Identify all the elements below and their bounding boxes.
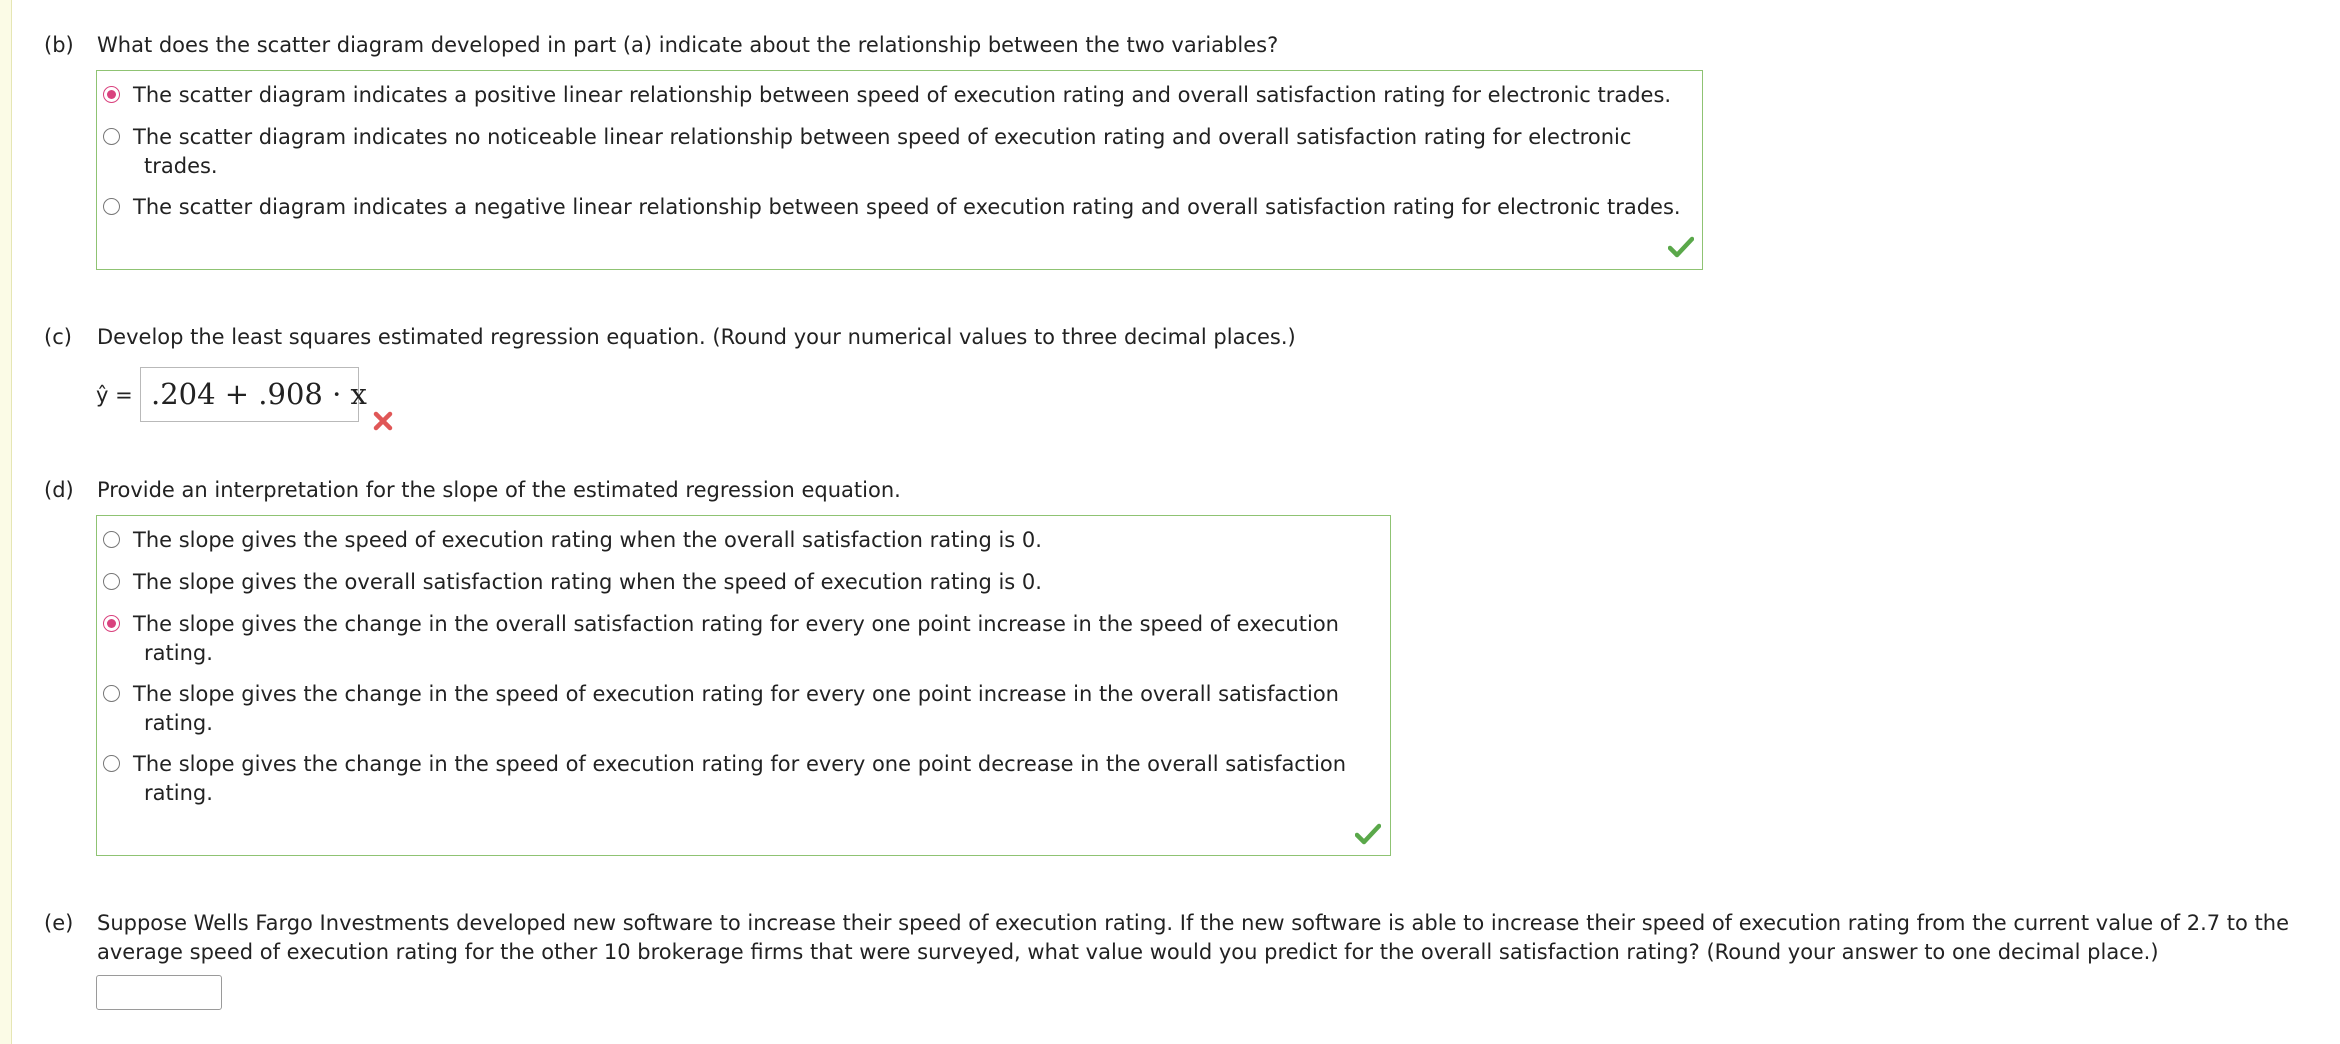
- part-d-option-4-radio[interactable]: [103, 685, 120, 702]
- part-b-label: (b): [44, 33, 74, 57]
- part-d-option-4-text[interactable]: The slope gives the change in the speed of execution rating for every one point increase in the overall satisfaction: [133, 682, 1339, 706]
- part-d-question: Provide an interpretation for the slope of the estimated regression equation.: [97, 478, 901, 502]
- part-d-option-3-text[interactable]: The slope gives the change in the overall satisfaction rating for every one point increase in the speed of execution: [133, 612, 1339, 636]
- part-c-question: Develop the least squares estimated regression equation. (Round your numerical values to three decimal places.): [97, 325, 1296, 349]
- part-e-label: (e): [44, 911, 74, 935]
- part-d-option-1-radio[interactable]: [103, 531, 120, 548]
- part-d-option-5-text[interactable]: The slope gives the change in the speed of execution rating for every one point decrease in the overall satisfaction: [133, 752, 1347, 776]
- part-d-option-4-text-cont[interactable]: rating.: [144, 711, 213, 735]
- part-e-question-line-1: Suppose Wells Fargo Investments developed new software to increase their speed of execution rating. If the new software is able to increase their speed of execution rating from the current value of 2.7 to the: [97, 911, 2290, 935]
- regression-equation-input[interactable]: .204 + .908 · x: [140, 367, 359, 422]
- part-b-option-3-text[interactable]: The scatter diagram indicates a negative linear relationship between speed of execution rating and overall satisfaction rating for electronic trades.: [133, 195, 1681, 219]
- part-d-option-1-text[interactable]: The slope gives the speed of execution rating when the overall satisfaction rating is 0.: [133, 528, 1042, 552]
- correct-check-icon: [1668, 235, 1694, 259]
- part-d-option-3-radio[interactable]: [103, 615, 120, 632]
- satisfaction-rating-input[interactable]: [96, 975, 222, 1010]
- part-e-question-line-2: average speed of execution rating for the other 10 brokerage firms that were surveyed, what value would you predict for the overall satisfaction rating? (Round your answer to one decimal place.): [97, 940, 2159, 964]
- y-hat-label: ŷ =: [96, 383, 133, 407]
- part-b-question: What does the scatter diagram developed in part (a) indicate about the relationship between the two variables?: [97, 33, 1279, 57]
- part-d-option-3-text-cont[interactable]: rating.: [144, 641, 213, 665]
- part-b-option-2-text-cont[interactable]: trades.: [144, 154, 218, 178]
- part-d-option-5-radio[interactable]: [103, 755, 120, 772]
- part-b-option-1-text[interactable]: The scatter diagram indicates a positive linear relationship between speed of execution rating and overall satisfaction rating for electronic trades.: [133, 83, 1672, 107]
- part-c-label: (c): [44, 325, 72, 349]
- part-d-label: (d): [44, 478, 74, 502]
- part-b-option-3-radio[interactable]: [103, 198, 120, 215]
- part-d-option-2-text[interactable]: The slope gives the overall satisfaction rating when the speed of execution rating is 0.: [133, 570, 1042, 594]
- part-b-option-2-radio[interactable]: [103, 128, 120, 145]
- incorrect-x-icon: [372, 410, 394, 432]
- part-b-option-2-text[interactable]: The scatter diagram indicates no noticeable linear relationship between speed of execution rating and overall satisfaction rating for electronic: [133, 125, 1632, 149]
- part-d-option-2-radio[interactable]: [103, 573, 120, 590]
- part-d-option-5-text-cont[interactable]: rating.: [144, 781, 213, 805]
- part-b-option-1-radio[interactable]: [103, 86, 120, 103]
- correct-check-icon: [1355, 822, 1381, 846]
- left-margin-strip: [0, 0, 12, 1044]
